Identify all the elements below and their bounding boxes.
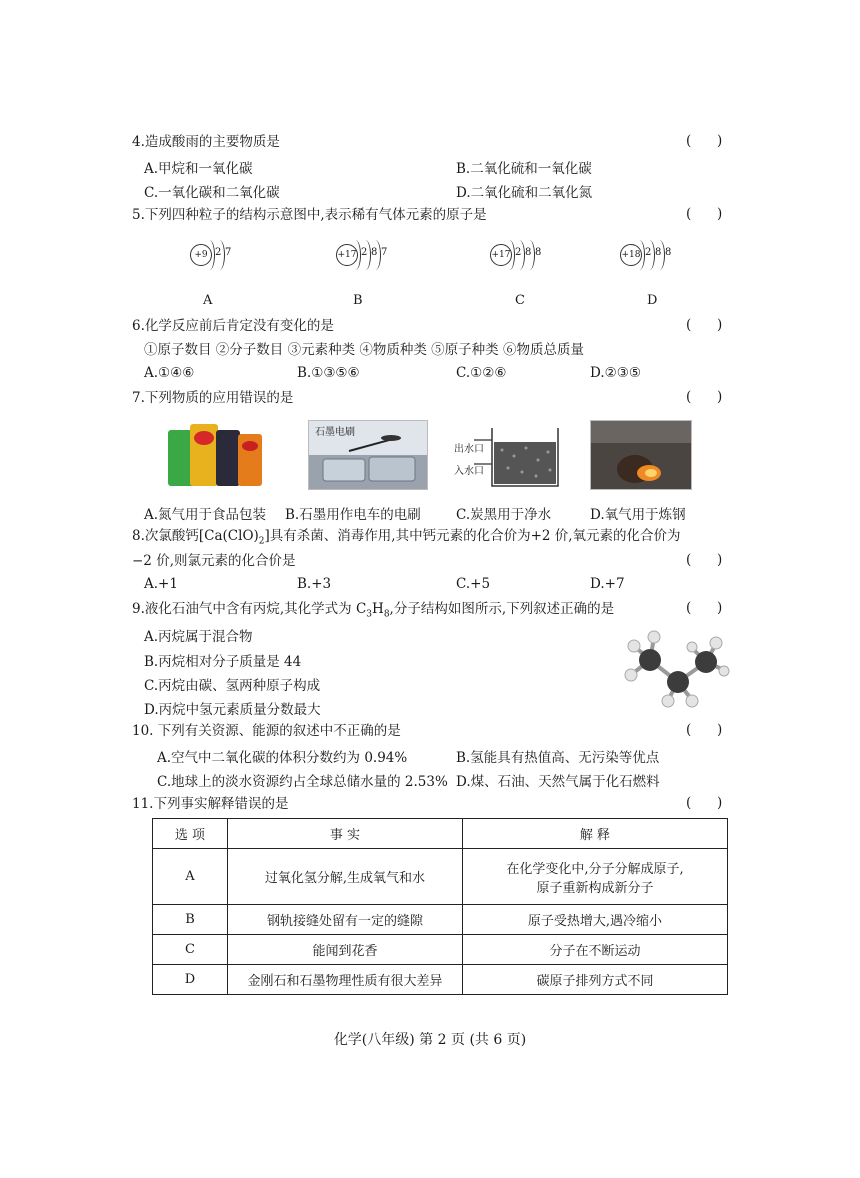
atom-label-d: D	[647, 293, 658, 308]
facts-table	[152, 818, 728, 995]
q8-option-c: C.+5	[456, 576, 491, 592]
q10-stem: 10. 下列有关资源、能源的叙述中不正确的是	[132, 723, 401, 739]
row-explanation: 碳原子排列方式不同	[463, 965, 728, 995]
q7-option-a: A.氮气用于食品包装	[144, 507, 267, 523]
row-explanation: 原子受热增大,遇冷缩小	[463, 905, 728, 935]
q4-option-c: C.一氧化碳和二氧化碳	[144, 185, 280, 201]
q8-answer-blank: ( )	[686, 552, 723, 568]
q10-option-a: A.空气中二氧化碳的体积分数约为 0.94%	[157, 750, 408, 766]
q5-stem: 5.下列四种粒子的结构示意图中,表示稀有气体元素的原子是	[132, 207, 487, 223]
q9-option-b: B.丙烷相对分子质量是 44	[144, 654, 302, 670]
row-fact: 能闻到花香	[228, 935, 463, 965]
q11-stem: 11.下列事实解释错误的是	[132, 796, 289, 812]
propane-molecule-model	[620, 628, 730, 708]
q7-option-b: B.石墨用作电车的电刷	[285, 507, 421, 523]
row-option: D	[153, 965, 228, 995]
shell-count: 7	[225, 247, 232, 258]
q6-option-d: D.②③⑤	[590, 365, 641, 381]
header-option: 选 项	[153, 819, 228, 849]
shell-count: 7	[381, 247, 388, 258]
q6-items: ①原子数目 ②分子数目 ③元素种类 ④物质种类 ⑤原子种类 ⑥物质总质量	[144, 342, 584, 358]
steelmaking-image	[590, 420, 692, 490]
atom-diagram-b	[336, 236, 456, 276]
explanation-line: 在化学变化中,分子分解成原子,	[506, 861, 684, 877]
q4-answer-blank: ( )	[686, 133, 723, 149]
shell-count: 2	[515, 247, 522, 258]
shell-count: 8	[655, 247, 662, 258]
table-row	[153, 935, 728, 965]
q8-stem-line1	[132, 527, 681, 551]
row-option: C	[153, 935, 228, 965]
q10-option-c: C.地球上的淡水资源约占全球总储水量的 2.53%	[157, 774, 448, 790]
q7-answer-blank: ( )	[686, 389, 723, 405]
q6-answer-blank: ( )	[686, 317, 723, 333]
q5-answer-blank: ( )	[686, 206, 723, 222]
q9-text: ,分子结构如图所示,下列叙述正确的是	[389, 601, 615, 617]
header-fact: 事 实	[228, 819, 463, 849]
q10-option-d: D.煤、石油、天然气属于化石燃料	[456, 774, 660, 790]
q8-option-a: A.+1	[144, 576, 178, 592]
q9-option-d: D.丙烷中氢元素质量分数最大	[144, 702, 321, 718]
q4-option-a: A.甲烷和一氧化碳	[144, 161, 253, 177]
shell-count: 2	[215, 247, 222, 258]
atom-label-a: A	[203, 293, 213, 308]
row-fact: 钢轨接缝处留有一定的缝隙	[228, 905, 463, 935]
header-explanation: 解 释	[463, 819, 728, 849]
subscript: 8	[383, 609, 390, 620]
q7-option-c: C.炭黑用于净水	[456, 507, 552, 523]
q8-option-d: D.+7	[590, 576, 625, 592]
q9-text: H	[372, 601, 384, 617]
q11-answer-blank: ( )	[686, 795, 723, 811]
row-option: A	[153, 849, 228, 905]
atom-diagram-a	[190, 236, 310, 276]
shell-count: 8	[371, 247, 378, 258]
graphite-brush-caption: 石墨电刷	[315, 427, 355, 438]
q4-stem: 4.造成酸雨的主要物质是	[132, 134, 280, 150]
nucleus-a: +9	[190, 244, 212, 266]
q8-option-b: B.+3	[297, 576, 332, 592]
q7-option-d: D.氧气用于炼钢	[590, 507, 686, 523]
shell-count: 8	[525, 247, 532, 258]
q8-text: ]具有杀菌、消毒作用,其中钙元素的化合价为+2 价,氧元素的化合价为	[264, 528, 681, 544]
atom-diagram-c	[490, 236, 610, 276]
row-fact: 金刚石和石墨物理性质有很大差异	[228, 965, 463, 995]
q8-stem-line2: −2 价,则氯元素的化合价是	[132, 553, 296, 569]
snack-bags-illustration	[160, 420, 268, 488]
tram-image	[308, 420, 428, 490]
row-explanation: 分子在不断运动	[463, 935, 728, 965]
outlet-label: 出水口	[454, 444, 484, 455]
water-filter-image	[452, 420, 564, 488]
q9-answer-blank: ( )	[686, 600, 723, 616]
q9-option-c: C.丙烷由碳、氢两种原子构成	[144, 678, 321, 694]
row-option: B	[153, 905, 228, 935]
explanation-line: 原子重新构成新分子	[536, 880, 654, 896]
q10-answer-blank: ( )	[686, 722, 723, 738]
shell-count: 8	[535, 247, 542, 258]
q4-option-d: D.二氧化硫和二氧化氮	[456, 185, 593, 201]
atom-label-c: C	[515, 293, 525, 308]
q6-option-a: A.①④⑥	[144, 365, 195, 381]
nucleus-d: +18	[620, 244, 642, 266]
table-row	[153, 965, 728, 995]
q9-stem	[132, 600, 614, 624]
steelmaking-illustration	[591, 421, 691, 489]
shell-count: 8	[665, 247, 672, 258]
atom-label-b: B	[353, 293, 363, 308]
table-header-row	[153, 819, 728, 849]
q7-stem: 7.下列物质的应用错误的是	[132, 390, 294, 406]
q9-text: 9.液化石油气中含有丙烷,其化学式为 C	[132, 601, 367, 617]
table-row	[153, 849, 728, 905]
subscript: 2	[258, 536, 265, 547]
row-explanation	[463, 849, 728, 905]
q6-option-b: B.①③⑤⑥	[297, 365, 360, 381]
q8-text: 8.次氯酸钙[Ca(ClO)	[132, 528, 259, 544]
q6-stem: 6.化学反应前后肯定没有变化的是	[132, 318, 334, 334]
page-footer: 化学(八年级) 第 2 页 (共 6 页)	[333, 1032, 527, 1048]
q6-option-c: C.①②⑥	[456, 365, 507, 381]
subscript: 3	[366, 609, 373, 620]
row-fact: 过氧化氢分解,生成氧气和水	[228, 849, 463, 905]
q10-option-b: B.氢能具有热值高、无污染等优点	[456, 750, 660, 766]
table-row	[153, 905, 728, 935]
snack-bags-image	[160, 420, 268, 488]
shell-count: 2	[361, 247, 368, 258]
nucleus-c: +17	[490, 244, 512, 266]
q4-option-b: B.二氧化硫和一氧化碳	[456, 161, 592, 177]
nucleus-b: +17	[336, 244, 358, 266]
shell-count: 2	[645, 247, 652, 258]
q9-option-a: A.丙烷属于混合物	[144, 629, 253, 645]
inlet-label: 入水口	[454, 466, 484, 477]
atom-diagram-d	[620, 236, 740, 276]
